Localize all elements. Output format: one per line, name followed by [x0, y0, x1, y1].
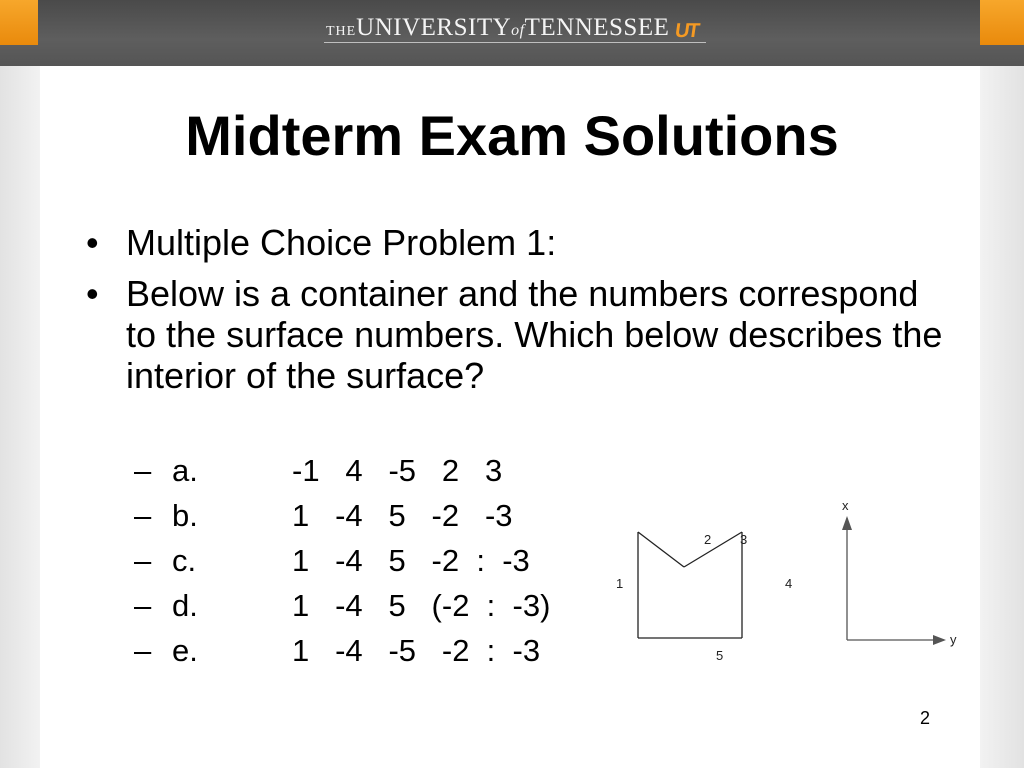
- bullet-item: [86, 273, 946, 396]
- x-axis-arrow-icon: [842, 516, 852, 530]
- slide-body: [40, 66, 980, 768]
- surface-label-4: 4: [785, 576, 793, 591]
- wordmark-of: of: [511, 22, 525, 39]
- dash-icon: –: [134, 588, 152, 623]
- container-diagram: [600, 426, 960, 666]
- bullet-dot-icon: •: [86, 273, 99, 314]
- surface-2-line: [638, 532, 684, 567]
- dash-icon: –: [134, 543, 152, 578]
- bullet-dot-icon: •: [86, 222, 99, 263]
- answer-option: [134, 538, 550, 583]
- answer-option: [134, 628, 550, 673]
- container-outline: [638, 532, 742, 638]
- page-number: 2: [920, 708, 931, 728]
- y-axis-label: y: [950, 632, 957, 647]
- surface-label-3: 3: [740, 532, 748, 547]
- option-value: 1 -4 5 -2 : -3: [292, 543, 530, 578]
- option-letter: d.: [172, 588, 198, 623]
- surface-label-1: 1: [616, 576, 624, 591]
- slide-title: Midterm Exam Solutions: [185, 104, 839, 167]
- x-axis-label: x: [842, 498, 849, 513]
- bullet-list: [86, 222, 946, 406]
- option-value: 1 -4 5 -2 -3: [292, 498, 513, 533]
- option-letter: c.: [172, 543, 197, 578]
- wordmark-the: THE: [325, 24, 357, 39]
- option-value: 1 -4 -5 -2 : -3: [292, 633, 541, 668]
- axes: [847, 518, 944, 640]
- header-banner: [0, 0, 1024, 66]
- left-margin: [0, 0, 40, 768]
- answer-options: [134, 448, 550, 673]
- option-value: -1 4 -5 2 3: [292, 453, 503, 488]
- right-margin: [980, 0, 1024, 768]
- bullet-text: Below is a container and the numbers correspond to the surface numbers. Which below describes the interior of the surface?: [126, 273, 943, 396]
- bullet-item: [86, 222, 946, 263]
- surface-label-5: 5: [716, 648, 724, 663]
- surface-label-2: 2: [704, 532, 712, 547]
- dash-icon: –: [134, 498, 152, 533]
- surface-3-line: [684, 532, 742, 567]
- wordmark-underline: [324, 42, 706, 43]
- dash-icon: –: [134, 453, 152, 488]
- ut-logo-icon: UT: [673, 20, 700, 42]
- dash-icon: –: [134, 633, 152, 668]
- option-letter: b.: [172, 498, 198, 533]
- option-letter: a.: [172, 453, 198, 488]
- option-value: 1 -4 5 (-2 : -3): [292, 588, 551, 623]
- option-letter: e.: [172, 633, 198, 668]
- wordmark-tennessee: TENNESSEE: [524, 14, 670, 41]
- bullet-text: Multiple Choice Problem 1:: [126, 222, 557, 263]
- y-axis-arrow-icon: [933, 635, 946, 645]
- answer-option: [134, 583, 550, 628]
- university-wordmark: [0, 14, 1024, 43]
- wordmark-university: UNIVERSITY: [356, 14, 512, 41]
- answer-option: [134, 493, 550, 538]
- answer-option: [134, 448, 550, 493]
